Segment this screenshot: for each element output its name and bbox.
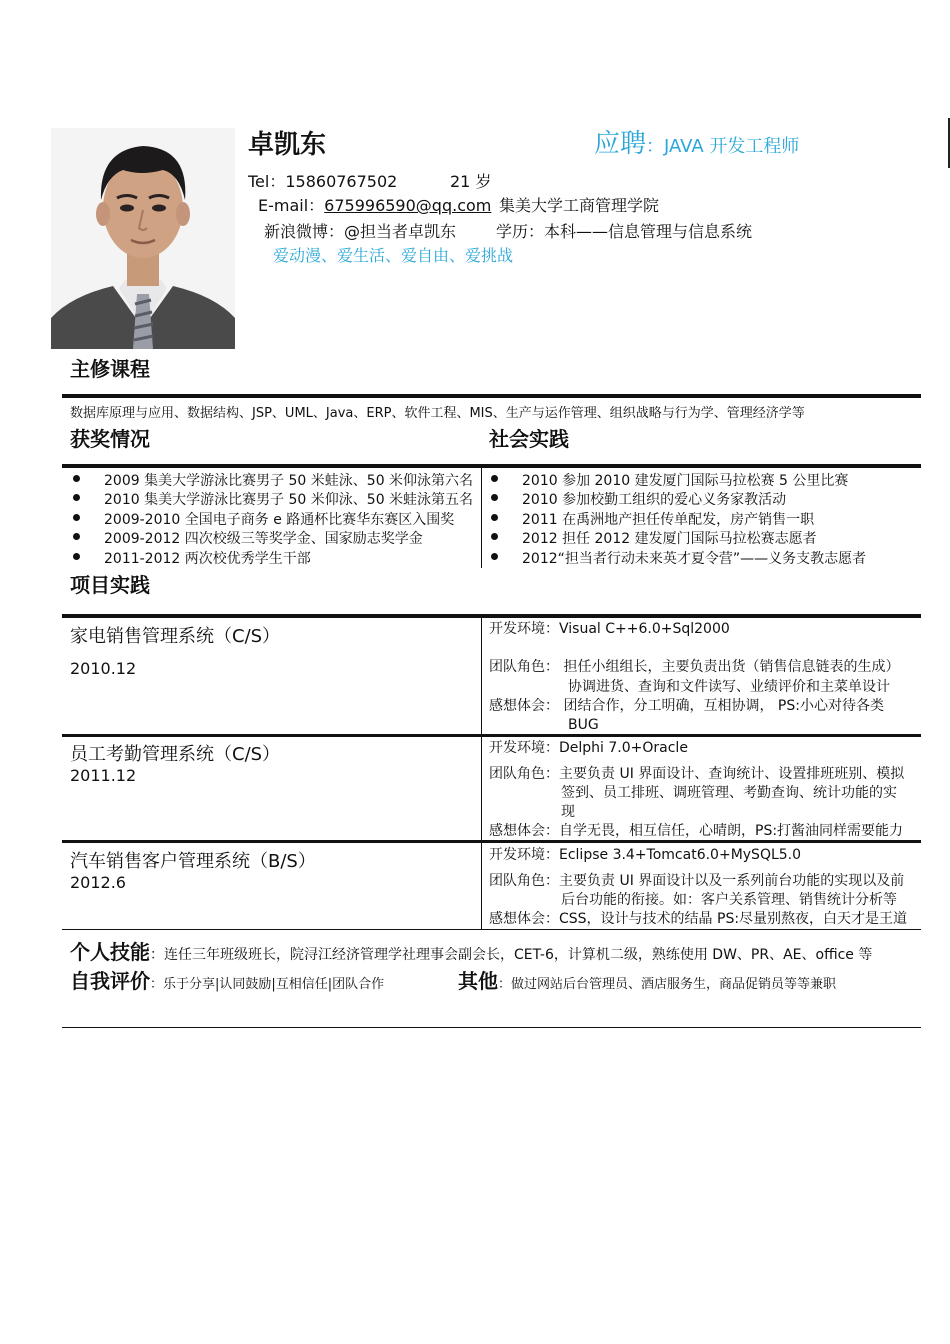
bullet-icon <box>73 514 80 521</box>
practice-item: 2012“担当者行动未来英才夏令营”——义务支教志愿者 <box>522 551 867 567</box>
courses-text: 数据库原理与应用、数据结构、JSP、UML、Java、ERP、软件工程、MIS、生产与运作管理、组织战略与行为学、管理经济学等 <box>70 406 805 421</box>
other-text: ：做过网站后台管理员、酒店服务生，商品促销员等等兼职 <box>498 977 837 992</box>
awards-title: 获奖情况 <box>70 427 150 451</box>
bullet-icon <box>491 553 498 560</box>
profile-photo <box>51 128 235 349</box>
email-link[interactable]: 675996590@qq.com <box>324 196 492 215</box>
practice-item: 2010 参加 2010 建发厦门国际马拉松赛 5 公里比赛 <box>522 473 849 489</box>
courses-title: 主修课程 <box>70 357 150 381</box>
bullet-icon <box>491 514 498 521</box>
job-application <box>594 123 799 160</box>
phone: Tel：15860767502 <box>248 172 398 191</box>
project-role: 团队角色：主要负责 UI 界面设计、查询统计、设置排班班别、模拟 <box>489 766 905 782</box>
other-label: 其他 <box>458 969 498 993</box>
awards-divider <box>62 464 921 468</box>
project-role-cont: 签到、员工排班、调班管理、考勤查询、统计功能的实 <box>561 785 897 801</box>
apply-label: 应聘 <box>594 129 647 159</box>
project-env: 开发环境：Delphi 7.0+Oracle <box>489 740 688 756</box>
skills-row <box>70 936 872 965</box>
education: 学历：本科——信息管理与信息系统 <box>496 222 753 241</box>
email-row <box>258 193 491 216</box>
bullet-icon <box>491 533 498 540</box>
project-date: 2012.6 <box>70 873 126 892</box>
project-date: 2011.12 <box>70 766 137 785</box>
project-feel-cont: BUG <box>568 717 599 733</box>
projects-title: 项目实践 <box>70 573 150 597</box>
award-item: 2009-2012 四次校级三等奖学金、国家励志奖学金 <box>104 531 423 547</box>
bullet-icon <box>491 494 498 501</box>
age: 21 岁 <box>450 172 492 191</box>
apply-role: ：JAVA 开发工程师 <box>646 136 800 157</box>
bullet-icon <box>73 553 80 560</box>
project-name: 家电销售管理系统（C/S） <box>70 626 281 647</box>
candidate-name: 卓凯东 <box>248 130 327 160</box>
hobbies: 爱动漫、爱生活、爱自由、爱挑战 <box>273 246 514 265</box>
weibo: 新浪微博：@担当者卓凯东 <box>264 222 457 241</box>
courses-divider <box>62 394 921 398</box>
project-env: 开发环境：Eclipse 3.4+Tomcat6.0+MySQL5.0 <box>489 847 802 863</box>
project-feel: 感想体会： 团结合作，分工明确，互相协调， PS:小心对待各类 <box>489 698 884 714</box>
award-item: 2009 集美大学游泳比赛男子 50 米蛙泳、50 米仰泳第六名 <box>104 473 474 489</box>
self-eval-text: ：乐于分享|认同鼓励|互相信任|团队合作 <box>150 977 385 992</box>
project-role-cont: 现 <box>561 804 575 820</box>
award-item: 2011-2012 两次校优秀学生干部 <box>104 551 311 567</box>
project-name: 汽车销售客户管理系统（B/S） <box>70 851 316 872</box>
awards-column-divider <box>481 464 482 568</box>
practice-item: 2012 担任 2012 建发厦门国际马拉松赛志愿者 <box>522 531 817 547</box>
bullet-icon <box>491 475 498 482</box>
self-eval-label: 自我评价 <box>70 969 150 993</box>
practice-title: 社会实践 <box>489 427 569 451</box>
project-feel: 感想体会：CSS，设计与技术的结晶 PS:尽量别熬夜，白天才是王道 <box>489 911 908 927</box>
project-role-cont: 协调进货、查询和文件读写、业绩评价和主菜单设计 <box>568 679 890 695</box>
school: 集美大学工商管理学院 <box>499 196 660 215</box>
bullet-icon <box>73 494 80 501</box>
bullet-icon <box>73 475 80 482</box>
skills-label: 个人技能 <box>70 940 150 964</box>
award-item: 2009-2010 全国电子商务 e 路通杯比赛华东赛区入围奖 <box>104 512 455 528</box>
bullet-icon <box>73 533 80 540</box>
projects-bottom-line <box>62 929 921 930</box>
footer-line <box>62 1027 921 1028</box>
project-divider <box>62 840 921 843</box>
award-item: 2010 集美大学游泳比赛男子 50 米仰泳、50 米蛙泳第五名 <box>104 492 474 508</box>
email-label: E-mail： <box>258 196 325 215</box>
projects-column-divider <box>481 614 482 930</box>
self-eval-row <box>70 965 384 994</box>
project-role: 团队角色：主要负责 UI 界面设计以及一系列前台功能的实现以及前 <box>489 873 905 889</box>
projects-divider <box>62 614 921 618</box>
practice-item: 2011 在禹洲地产担任传单配发，房产销售一职 <box>522 512 815 528</box>
project-role: 团队角色： 担任小组组长，主要负责出货（销售信息链表的生成） <box>489 659 900 675</box>
other-row <box>458 965 836 994</box>
project-date: 2010.12 <box>70 659 137 678</box>
practice-item: 2010 参加校勤工组织的爱心义务家教活动 <box>522 492 787 508</box>
project-env: 开发环境：Visual C++6.0+Sql2000 <box>489 621 730 637</box>
project-feel: 感想体会：自学无畏，相互信任，心晴朗，PS:打酱油同样需要能力 <box>489 823 904 839</box>
project-name: 员工考勤管理系统（C/S） <box>70 744 281 765</box>
skills-text: ：连任三年班级班长，院浔江经济管理学社理事会副会长，CET-6，计算机二级，熟练使用 DW、PR、AE、office 等 <box>150 947 873 963</box>
project-role-cont: 后台功能的衔接。如：客户关系管理、销售统计分析等 <box>561 892 897 908</box>
project-divider <box>62 734 921 737</box>
